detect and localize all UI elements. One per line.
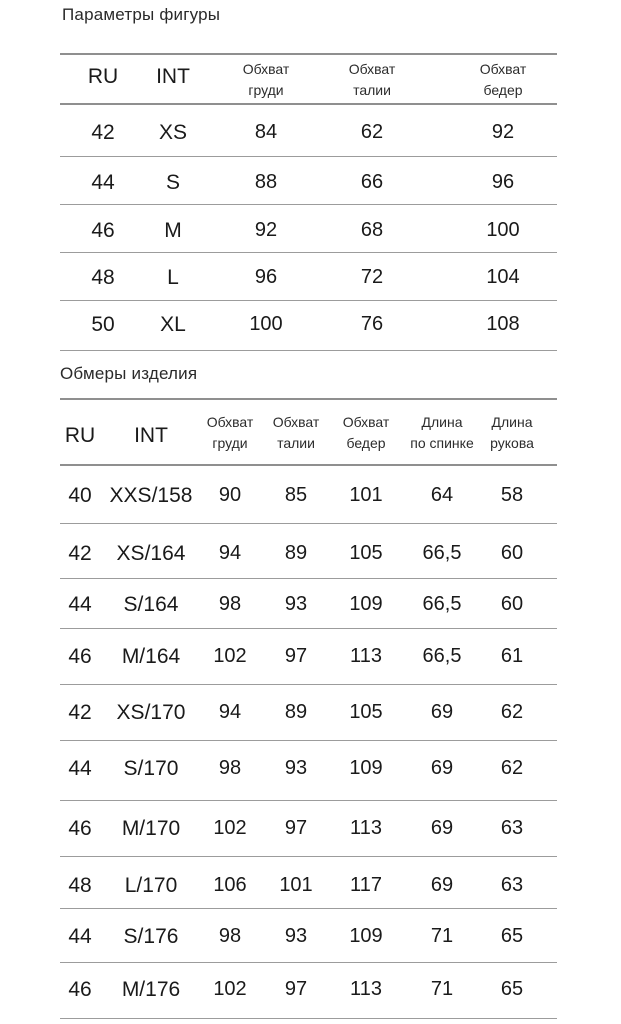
table-cell-waist: 62: [360, 121, 384, 143]
row-divider: [60, 628, 557, 629]
table-cell-back-length: 69: [430, 817, 454, 839]
table-cell-waist: 93: [284, 925, 308, 947]
table-top-border: [60, 398, 557, 400]
table-cell-hips: 109: [349, 925, 383, 947]
table-cell-int: S/176: [123, 925, 179, 948]
table-cell-chest: 94: [218, 542, 242, 564]
table-cell-ru: 50: [91, 313, 115, 336]
table-cell-chest: 92: [254, 219, 278, 241]
table-cell-int: S/170: [123, 757, 179, 780]
row-divider: [60, 800, 557, 801]
row-divider: [60, 578, 557, 579]
table-cell-hips: 117: [350, 874, 382, 896]
column-header-ru: RU: [64, 424, 96, 447]
table-cell-ru: 42: [68, 542, 92, 565]
table-cell-chest: 98: [218, 757, 242, 779]
table-cell-hips: 105: [349, 701, 383, 723]
row-divider: [60, 523, 557, 524]
table-cell-ru: 42: [91, 121, 115, 144]
table-cell-ru: 46: [68, 978, 92, 1001]
table-cell-sleeve-length: 63: [500, 817, 524, 839]
table-cell-int: XL: [160, 313, 186, 336]
row-divider: [60, 300, 557, 301]
header-bottom-border: [60, 103, 557, 105]
table-cell-hips: 104: [486, 266, 520, 288]
table-cell-back-length: 69: [430, 701, 454, 723]
table-cell-hips: 109: [349, 593, 383, 615]
table-cell-ru: 46: [68, 817, 92, 840]
table-cell-ru: 44: [68, 593, 92, 616]
table-cell-back-length: 66,5: [422, 645, 462, 667]
row-divider: [60, 1018, 557, 1019]
header-bottom-border: [60, 464, 557, 466]
table-cell-ru: 48: [91, 266, 115, 289]
table-cell-waist: 85: [284, 484, 308, 506]
column-header-waist: Обхват талии: [348, 61, 396, 98]
table-cell-waist: 66: [360, 171, 384, 193]
table-cell-chest: 106: [213, 874, 247, 896]
table-cell-hips: 101: [349, 484, 383, 506]
table-cell-chest: 98: [218, 925, 242, 947]
table-cell-hips: 113: [350, 645, 382, 667]
table-cell-waist: 72: [360, 266, 384, 288]
column-header-int: INT: [156, 65, 190, 88]
row-divider: [60, 684, 557, 685]
table-cell-chest: 102: [213, 817, 247, 839]
table-cell-ru: 42: [68, 701, 92, 724]
table-cell-int: M/170: [121, 817, 181, 840]
table-cell-int: XS/170: [116, 701, 186, 724]
table-cell-back-length: 66,5: [422, 593, 462, 615]
figure-table-title: Параметры фигуры: [62, 5, 221, 24]
table-cell-hips: 92: [491, 121, 515, 143]
row-divider: [60, 856, 557, 857]
table-cell-chest: 96: [254, 266, 278, 288]
column-header-waist: Обхват талии: [272, 414, 320, 451]
table-cell-int: M/176: [121, 978, 181, 1001]
table-cell-int: L: [167, 266, 179, 289]
table-cell-ru: 46: [68, 645, 92, 668]
table-cell-waist: 101: [279, 874, 313, 896]
table-cell-chest: 100: [249, 313, 283, 335]
table-cell-int: XS/164: [116, 542, 186, 565]
column-header-back-length: Длина по спинке: [410, 414, 474, 451]
row-divider: [60, 740, 557, 741]
table-cell-sleeve-length: 62: [500, 701, 524, 723]
table-cell-int: M: [164, 219, 182, 242]
column-header-hips: Обхват бедер: [342, 414, 390, 451]
table-cell-chest: 90: [218, 484, 242, 506]
table-cell-int: S: [165, 171, 181, 194]
table-cell-waist: 89: [284, 701, 308, 723]
row-divider: [60, 908, 557, 909]
row-divider: [60, 252, 557, 253]
table-cell-waist: 93: [284, 593, 308, 615]
table-cell-waist: 93: [284, 757, 308, 779]
table-cell-back-length: 69: [430, 874, 454, 896]
table-cell-back-length: 66,5: [422, 542, 462, 564]
table-cell-chest: 84: [254, 121, 278, 143]
table-cell-waist: 76: [360, 313, 384, 335]
table-cell-ru: 40: [68, 484, 92, 507]
table-cell-chest: 102: [213, 645, 247, 667]
table-cell-back-length: 71: [430, 978, 454, 1000]
table-cell-back-length: 64: [430, 484, 454, 506]
table-cell-chest: 94: [218, 701, 242, 723]
table-cell-ru: 44: [68, 925, 92, 948]
table-cell-back-length: 69: [430, 757, 454, 779]
table-cell-int: L/170: [124, 874, 178, 897]
table-cell-ru: 46: [91, 219, 115, 242]
table-cell-waist: 97: [284, 817, 308, 839]
table-cell-hips: 105: [349, 542, 383, 564]
table-cell-sleeve-length: 65: [500, 925, 524, 947]
row-divider: [60, 156, 557, 157]
table-cell-waist: 68: [360, 219, 384, 241]
table-cell-sleeve-length: 58: [500, 484, 524, 506]
table-cell-ru: 44: [68, 757, 92, 780]
table-cell-hips: 109: [349, 757, 383, 779]
table-cell-hips: 100: [486, 219, 520, 241]
table-cell-sleeve-length: 65: [500, 978, 524, 1000]
table-cell-waist: 97: [284, 645, 308, 667]
column-header-chest: Обхват груди: [206, 414, 254, 451]
row-divider: [60, 962, 557, 963]
column-header-ru: RU: [87, 65, 119, 88]
row-divider: [60, 350, 557, 351]
table-cell-waist: 97: [284, 978, 308, 1000]
table-cell-chest: 98: [218, 593, 242, 615]
table-cell-hips: 113: [350, 817, 382, 839]
table-cell-back-length: 71: [430, 925, 454, 947]
column-header-hips: Обхват бедер: [479, 61, 527, 98]
table-cell-sleeve-length: 62: [500, 757, 524, 779]
table-cell-chest: 88: [254, 171, 278, 193]
table-cell-ru: 44: [91, 171, 115, 194]
column-header-chest: Обхват груди: [242, 61, 290, 98]
table-cell-sleeve-length: 63: [500, 874, 524, 896]
table-cell-sleeve-length: 61: [500, 645, 524, 667]
table-cell-int: XXS/158: [109, 484, 193, 507]
table-cell-sleeve-length: 60: [500, 542, 524, 564]
table-cell-ru: 48: [68, 874, 92, 897]
garment-table-title: Обмеры изделия: [60, 364, 198, 383]
table-cell-sleeve-length: 60: [500, 593, 524, 615]
table-cell-int: M/164: [121, 645, 181, 668]
table-cell-int: S/164: [123, 593, 179, 616]
table-cell-chest: 102: [213, 978, 247, 1000]
table-cell-hips: 108: [486, 313, 520, 335]
table-cell-hips: 113: [350, 978, 382, 1000]
column-header-int: INT: [134, 424, 168, 447]
table-top-border: [60, 53, 557, 55]
row-divider: [60, 204, 557, 205]
table-cell-hips: 96: [491, 171, 515, 193]
table-cell-int: XS: [158, 121, 188, 144]
table-cell-waist: 89: [284, 542, 308, 564]
column-header-sleeve-length: Длина рукова: [490, 414, 534, 451]
